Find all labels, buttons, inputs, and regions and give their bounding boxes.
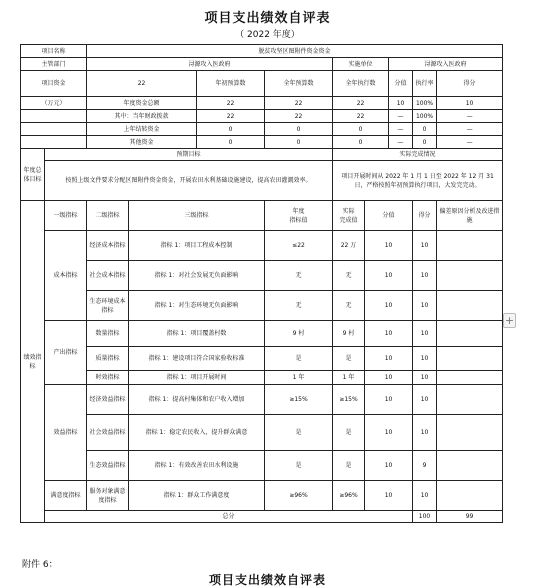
perf-score: 10 xyxy=(365,231,413,261)
perf-l3: 指标 1：有效改善农田水利设施 xyxy=(129,451,265,481)
goals-header-row xyxy=(21,149,503,161)
funds-row-name: 其中：当年财政拨款 xyxy=(87,110,197,123)
perf-target: 无 xyxy=(265,261,333,291)
funds-row xyxy=(21,110,503,123)
perf-actual: 1 年 xyxy=(333,371,365,385)
perf-reason xyxy=(437,371,503,385)
perf-h-actual: 实际 完成值 xyxy=(333,201,365,231)
funds-rate: 0 xyxy=(413,123,437,136)
perf-mark: 10 xyxy=(413,385,437,415)
perf-target: ≤22 xyxy=(265,231,333,261)
funds-mark: 10 xyxy=(437,97,503,110)
funds-score: — xyxy=(389,136,413,149)
perf-header-row xyxy=(21,201,503,231)
funds-row xyxy=(21,136,503,149)
funds-score: — xyxy=(389,110,413,123)
perf-l2: 服务对象满意度指标 xyxy=(87,481,129,511)
perf-reason xyxy=(437,385,503,415)
perf-score: 10 xyxy=(365,481,413,511)
perf-row xyxy=(21,347,503,371)
perf-score: 10 xyxy=(365,261,413,291)
goals-expected-head: 预期目标 xyxy=(45,149,333,161)
perf-row xyxy=(21,481,503,511)
funds-start: 22 xyxy=(87,71,197,97)
funds-rate: 100% xyxy=(413,97,437,110)
perf-mark: 10 xyxy=(413,321,437,347)
perf-mark: 10 xyxy=(413,261,437,291)
funds-row xyxy=(21,123,503,136)
perf-l1: 成本指标 xyxy=(45,231,87,321)
perf-l3: 指标 1：群众工作满意度 xyxy=(129,481,265,511)
perf-target: 是 xyxy=(265,451,333,481)
perf-row xyxy=(21,261,503,291)
perf-reason xyxy=(437,291,503,321)
funds-budget: 22 xyxy=(197,97,265,110)
funds-blank xyxy=(21,123,87,136)
page-title: 项目支出绩效自评表 xyxy=(204,11,331,26)
funds-year: 0 xyxy=(265,123,333,136)
perf-row xyxy=(21,385,503,415)
evaluation-table xyxy=(20,44,503,523)
perf-target: ≥96% xyxy=(265,481,333,511)
perf-actual: ≥15% xyxy=(333,385,365,415)
perf-reason xyxy=(437,481,503,511)
dept-row xyxy=(21,58,503,71)
year-label: （ 2022 年度） xyxy=(235,30,300,40)
funds-exec: 22 xyxy=(333,97,389,110)
perf-l2: 生态效益指标 xyxy=(87,451,129,481)
perf-h1: 一级指标 xyxy=(45,201,87,231)
funds-score: 10 xyxy=(389,97,413,110)
perf-score: 10 xyxy=(365,371,413,385)
perf-mark: 10 xyxy=(413,291,437,321)
perf-score: 10 xyxy=(365,415,413,451)
perf-target: 9 村 xyxy=(265,321,333,347)
funds-mark: — xyxy=(437,136,503,149)
funds-label: 项目资金 xyxy=(21,71,87,97)
add-icon[interactable]: + xyxy=(504,314,515,327)
perf-l3: 指标 1：对社会发展无负面影响 xyxy=(129,261,265,291)
funds-blank xyxy=(21,110,87,123)
funds-exec: 0 xyxy=(333,123,389,136)
perf-l3: 指标 1：建设项目符合国家验收标准 xyxy=(129,347,265,371)
perf-reason xyxy=(437,231,503,261)
col-score: 分值 xyxy=(389,71,413,97)
goals-actual-head: 实际完成情况 xyxy=(333,149,503,161)
perf-h3: 三级指标 xyxy=(129,201,265,231)
funds-rate: 100% xyxy=(413,110,437,123)
total-score: 100 xyxy=(413,511,437,523)
goals-content-row xyxy=(21,161,503,201)
perf-target: 无 xyxy=(265,291,333,321)
perf-actual: 是 xyxy=(333,415,365,451)
perf-l2: 经济效益指标 xyxy=(87,385,129,415)
col-year: 全年预算数 xyxy=(265,71,333,97)
perf-l3: 指标 1：项目工程成本控制 xyxy=(129,231,265,261)
goals-actual: 项目开展时间从 2022 年 1 月 1 日至 2022 年 12 月 31 日，严格按照年初预算执行项目，大发完完动。 xyxy=(333,161,503,201)
dept-label: 主管部门 xyxy=(21,58,87,71)
perf-row xyxy=(21,321,503,347)
perf-mark: 10 xyxy=(413,347,437,371)
perf-l2: 社会效益指标 xyxy=(87,415,129,451)
perf-target: 是 xyxy=(265,415,333,451)
impl-value: 浔源攻入医政府 xyxy=(389,58,503,71)
perf-row xyxy=(21,231,503,261)
perf-side-label: 绩效指标 xyxy=(21,201,45,523)
col-budget: 年初预算数 xyxy=(197,71,265,97)
funds-unit: （万元） xyxy=(21,97,87,110)
perf-actual: 无 xyxy=(333,291,365,321)
attachment-label: 附件 6： xyxy=(22,560,58,570)
funds-exec: 22 xyxy=(333,110,389,123)
perf-score: 10 xyxy=(365,385,413,415)
perf-l2: 质量指标 xyxy=(87,347,129,371)
funds-mark: — xyxy=(437,123,503,136)
perf-h-mark: 得分 xyxy=(413,201,437,231)
col-mark: 得分 xyxy=(437,71,503,97)
funds-year: 22 xyxy=(265,110,333,123)
perf-h-reason: 偏差原因分析及改进措施 xyxy=(437,201,503,231)
funds-year: 22 xyxy=(265,97,333,110)
perf-mark: 10 xyxy=(413,231,437,261)
impl-label: 实施单位 xyxy=(333,58,389,71)
funds-exec: 0 xyxy=(333,136,389,149)
next-page-title: 项目支出绩效自评表 xyxy=(208,573,326,587)
funds-year: 0 xyxy=(265,136,333,149)
perf-actual: 无 xyxy=(333,261,365,291)
perf-reason xyxy=(437,451,503,481)
perf-score: 10 xyxy=(365,321,413,347)
perf-l3: 指标 1：项目开展时间 xyxy=(129,371,265,385)
project-name-label: 项目名称 xyxy=(21,45,87,58)
perf-score: 10 xyxy=(365,451,413,481)
perf-actual: 9 村 xyxy=(333,321,365,347)
perf-l3: 指标 1：提高村集体和农户收入增加 xyxy=(129,385,265,415)
perf-reason xyxy=(437,261,503,291)
funds-mark: — xyxy=(437,110,503,123)
perf-l1: 产出指标 xyxy=(45,321,87,385)
project-name-row xyxy=(21,45,503,58)
perf-actual: 是 xyxy=(333,347,365,371)
perf-row xyxy=(21,451,503,481)
perf-target: 是 xyxy=(265,347,333,371)
perf-l2: 时效指标 xyxy=(87,371,129,385)
perf-mark: 10 xyxy=(413,371,437,385)
goals-label: 年度总体目标 xyxy=(21,149,45,201)
perf-actual: ≥96% xyxy=(333,481,365,511)
perf-reason xyxy=(437,415,503,451)
funds-blank xyxy=(21,136,87,149)
funds-header-row xyxy=(21,71,503,97)
perf-actual: 是 xyxy=(333,451,365,481)
funds-row xyxy=(21,97,503,110)
perf-l1: 效益指标 xyxy=(45,385,87,481)
perf-actual: 22 万 xyxy=(333,231,365,261)
funds-score: — xyxy=(389,123,413,136)
perf-l3: 指标 1：稳定农民收入，提升群众满意 xyxy=(129,415,265,451)
funds-row-name: 上年结转资金 xyxy=(87,123,197,136)
perf-h2: 二级指标 xyxy=(87,201,129,231)
col-exec: 全年执行数 xyxy=(333,71,389,97)
perf-h-target: 年度 指标值 xyxy=(265,201,333,231)
perf-reason xyxy=(437,321,503,347)
perf-l2: 生态环境成本指标 xyxy=(87,291,129,321)
perf-mark: 10 xyxy=(413,415,437,451)
perf-score: 10 xyxy=(365,347,413,371)
dept-value: 浔源攻入医政府 xyxy=(87,58,333,71)
funds-row-name: 年度资金总额 xyxy=(87,97,197,110)
funds-budget: 0 xyxy=(197,123,265,136)
col-rate: 执行率 xyxy=(413,71,437,97)
perf-target: ≥15% xyxy=(265,385,333,415)
funds-row-name: 其他资金 xyxy=(87,136,197,149)
perf-l2: 经济成本指标 xyxy=(87,231,129,261)
perf-l2: 数量指标 xyxy=(87,321,129,347)
project-name: 脱贫攻坚区图附件资金资金 xyxy=(87,45,503,58)
total-label: 总分 xyxy=(45,511,413,523)
funds-budget: 0 xyxy=(197,136,265,149)
perf-h-score: 分值 xyxy=(365,201,413,231)
funds-rate: 0 xyxy=(413,136,437,149)
goals-expected: 按照上级文件要求分配区图附件资金资金，开展农田水利基础设施建设，提高农田灌溉效率。 xyxy=(45,161,333,201)
perf-l3: 指标 1：项目覆盖村数 xyxy=(129,321,265,347)
perf-target: 1 年 xyxy=(265,371,333,385)
perf-l1: 满意度指标 xyxy=(45,481,87,511)
perf-row xyxy=(21,291,503,321)
perf-mark: 9 xyxy=(413,451,437,481)
perf-row xyxy=(21,371,503,385)
total-mark: 99 xyxy=(437,511,503,523)
perf-l2: 社会成本指标 xyxy=(87,261,129,291)
perf-mark: 10 xyxy=(413,481,437,511)
perf-l3: 指标 1：对生态环境无负面影响 xyxy=(129,291,265,321)
total-row xyxy=(21,511,503,523)
perf-score: 10 xyxy=(365,291,413,321)
perf-row xyxy=(21,415,503,451)
funds-budget: 22 xyxy=(197,110,265,123)
perf-reason xyxy=(437,347,503,371)
